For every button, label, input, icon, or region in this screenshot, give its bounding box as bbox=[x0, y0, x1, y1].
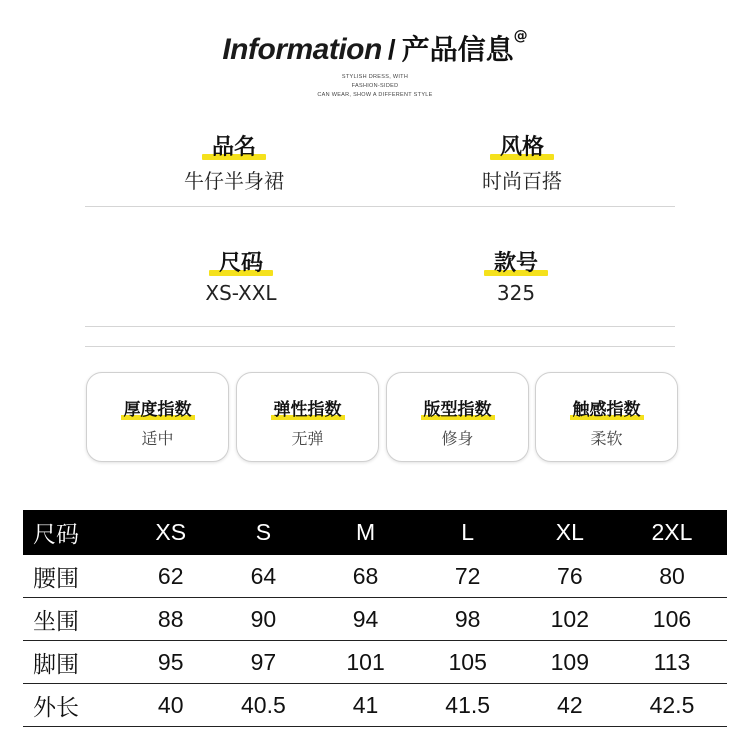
table-row bbox=[23, 684, 727, 727]
index-label: 触感指数 bbox=[573, 395, 641, 420]
table-cell: 94 bbox=[318, 598, 412, 641]
table-cell: 95 bbox=[133, 641, 208, 684]
table-cell: 102 bbox=[523, 598, 617, 641]
info-value: 牛仔半身裙 bbox=[184, 169, 284, 193]
table-cell: 72 bbox=[413, 555, 523, 598]
table-row bbox=[23, 598, 727, 641]
header-cell: XS bbox=[133, 510, 208, 555]
info-style bbox=[422, 130, 622, 194]
table-cell: 41.5 bbox=[413, 684, 523, 727]
table-cell: 80 bbox=[617, 555, 727, 598]
info-value: 时尚百搭 bbox=[482, 169, 562, 193]
info-value: XS-XXL bbox=[205, 281, 277, 305]
table-cell: 113 bbox=[617, 641, 727, 684]
header-cell: S bbox=[208, 510, 318, 555]
table-cell: 62 bbox=[133, 555, 208, 598]
index-value: 修身 bbox=[441, 429, 474, 448]
index-card-thickness bbox=[86, 372, 229, 462]
divider bbox=[85, 206, 675, 207]
table-cell: 76 bbox=[523, 555, 617, 598]
row-label: 脚围 bbox=[23, 641, 133, 684]
table-cell: 105 bbox=[413, 641, 523, 684]
table-cell: 109 bbox=[523, 641, 617, 684]
info-label: 品名 bbox=[208, 130, 260, 161]
table-row bbox=[23, 641, 727, 684]
header-cell: L bbox=[413, 510, 523, 555]
table-cell: 97 bbox=[208, 641, 318, 684]
info-size bbox=[141, 246, 341, 305]
table-cell: 64 bbox=[208, 555, 318, 598]
row-label: 坐围 bbox=[23, 598, 133, 641]
info-product-name bbox=[134, 130, 334, 194]
table-cell: 101 bbox=[318, 641, 412, 684]
index-label: 弹性指数 bbox=[274, 395, 342, 420]
table-cell: 106 bbox=[617, 598, 727, 641]
info-style-number bbox=[416, 246, 616, 305]
table-cell: 41 bbox=[318, 684, 412, 727]
divider bbox=[85, 326, 675, 327]
table-cell: 42 bbox=[523, 684, 617, 727]
info-label: 尺码 bbox=[215, 246, 267, 277]
title-english: Information bbox=[222, 33, 382, 66]
index-label: 版型指数 bbox=[424, 395, 492, 420]
header-cell: 2XL bbox=[617, 510, 727, 555]
table-cell: 88 bbox=[133, 598, 208, 641]
table-row bbox=[23, 555, 727, 598]
index-card-touch bbox=[535, 372, 678, 462]
page-title bbox=[0, 28, 750, 68]
title-mark: @ bbox=[513, 28, 528, 44]
tagline-line: FASHION-SIDED bbox=[351, 83, 399, 89]
table-cell: 68 bbox=[318, 555, 412, 598]
index-card-elasticity bbox=[236, 372, 379, 462]
tagline bbox=[0, 73, 750, 100]
row-label: 腰围 bbox=[23, 555, 133, 598]
index-value: 柔软 bbox=[590, 429, 623, 448]
divider bbox=[85, 346, 675, 347]
table-cell: 42.5 bbox=[617, 684, 727, 727]
info-label: 风格 bbox=[496, 130, 548, 161]
info-label: 款号 bbox=[490, 246, 542, 277]
table-cell: 90 bbox=[208, 598, 318, 641]
size-table bbox=[23, 510, 727, 727]
index-label: 厚度指数 bbox=[124, 395, 192, 420]
table-cell: 40.5 bbox=[208, 684, 318, 727]
tagline-line: STYLISH DRESS, WITH bbox=[341, 74, 409, 80]
index-value: 无弹 bbox=[291, 429, 324, 448]
table-cell: 40 bbox=[133, 684, 208, 727]
row-label: 外长 bbox=[23, 684, 133, 727]
title-separator: / bbox=[387, 34, 396, 65]
header-cell: M bbox=[318, 510, 412, 555]
size-table-header bbox=[23, 510, 727, 555]
table-cell: 98 bbox=[413, 598, 523, 641]
title-chinese: 产品信息 bbox=[401, 33, 514, 66]
info-value: 325 bbox=[496, 281, 536, 305]
tagline-line: CAN WEAR, SHOW A DIFFERENT STYLE bbox=[317, 92, 433, 98]
index-card-fit bbox=[386, 372, 529, 462]
header-cell: XL bbox=[523, 510, 617, 555]
header-cell: 尺码 bbox=[23, 510, 133, 555]
index-value: 适中 bbox=[141, 429, 174, 448]
